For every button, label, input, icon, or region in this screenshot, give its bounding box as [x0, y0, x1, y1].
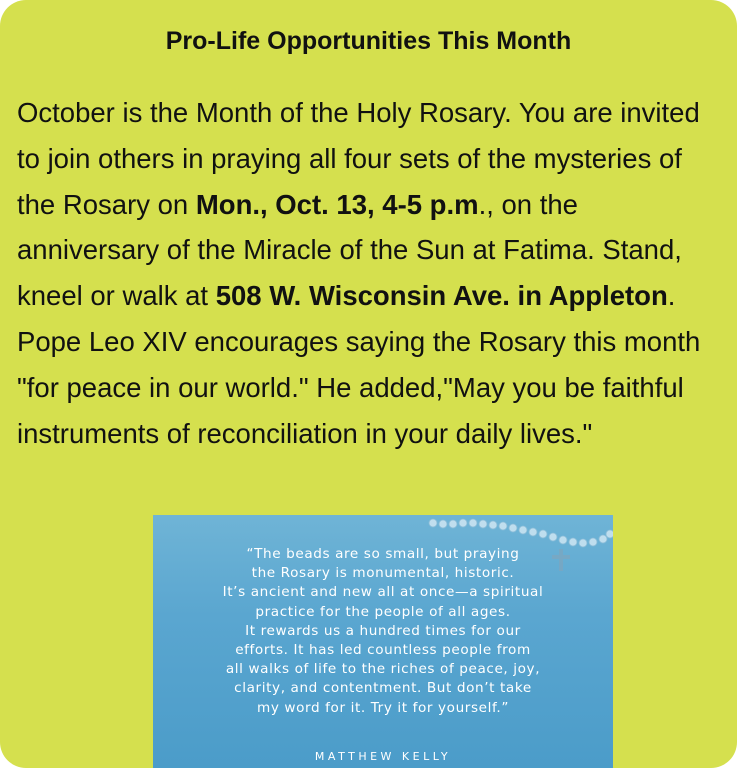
quote-line: It rewards us a hundred times for our: [245, 622, 521, 639]
quote-line: clarity, and contentment. But don’t take: [234, 680, 532, 697]
event-date: Mon., Oct. 13, 4-5 p.m: [195, 188, 479, 220]
quote-line: It’s ancient and new all at once—a spiritual: [222, 584, 544, 601]
quote-author: MATTHEW KELLY: [314, 750, 452, 763]
announcement-body: [17, 90, 722, 456]
quote-line: practice for the people of all ages.: [255, 603, 511, 620]
quote-text: [153, 545, 613, 718]
quote-line: the Rosary is monumental, historic.: [251, 565, 515, 582]
quote-image: [153, 515, 613, 768]
quote-line: “The beads are so small, but praying: [246, 546, 520, 562]
quote-line: efforts. It has led countless people from: [235, 642, 531, 659]
quote-line: all walks of life to the riches of peace, joy,: [225, 661, 541, 678]
event-address: 508 W. Wisconsin Ave. in Appleton: [215, 280, 668, 312]
body-text-part-3: . Pope Leo XIV encourages saying the Rosary this month "for peace in our world." He added,"May you be faithful instruments of reconciliation in your daily lives.": [17, 280, 701, 449]
page-title: Pro-Life Opportunities This Month: [165, 27, 572, 55]
body-text-part-2: ., on the anniversary of the Miracle of the Sun at Fatima. Stand, kneel or walk at: [17, 188, 682, 312]
quote-line: my word for it. Try it for yourself.”: [257, 699, 509, 716]
body-text-part-1: October is the Month of the Holy Rosary. You are invited to join others in praying all four sets of the mysteries of the Rosary on: [17, 97, 700, 220]
